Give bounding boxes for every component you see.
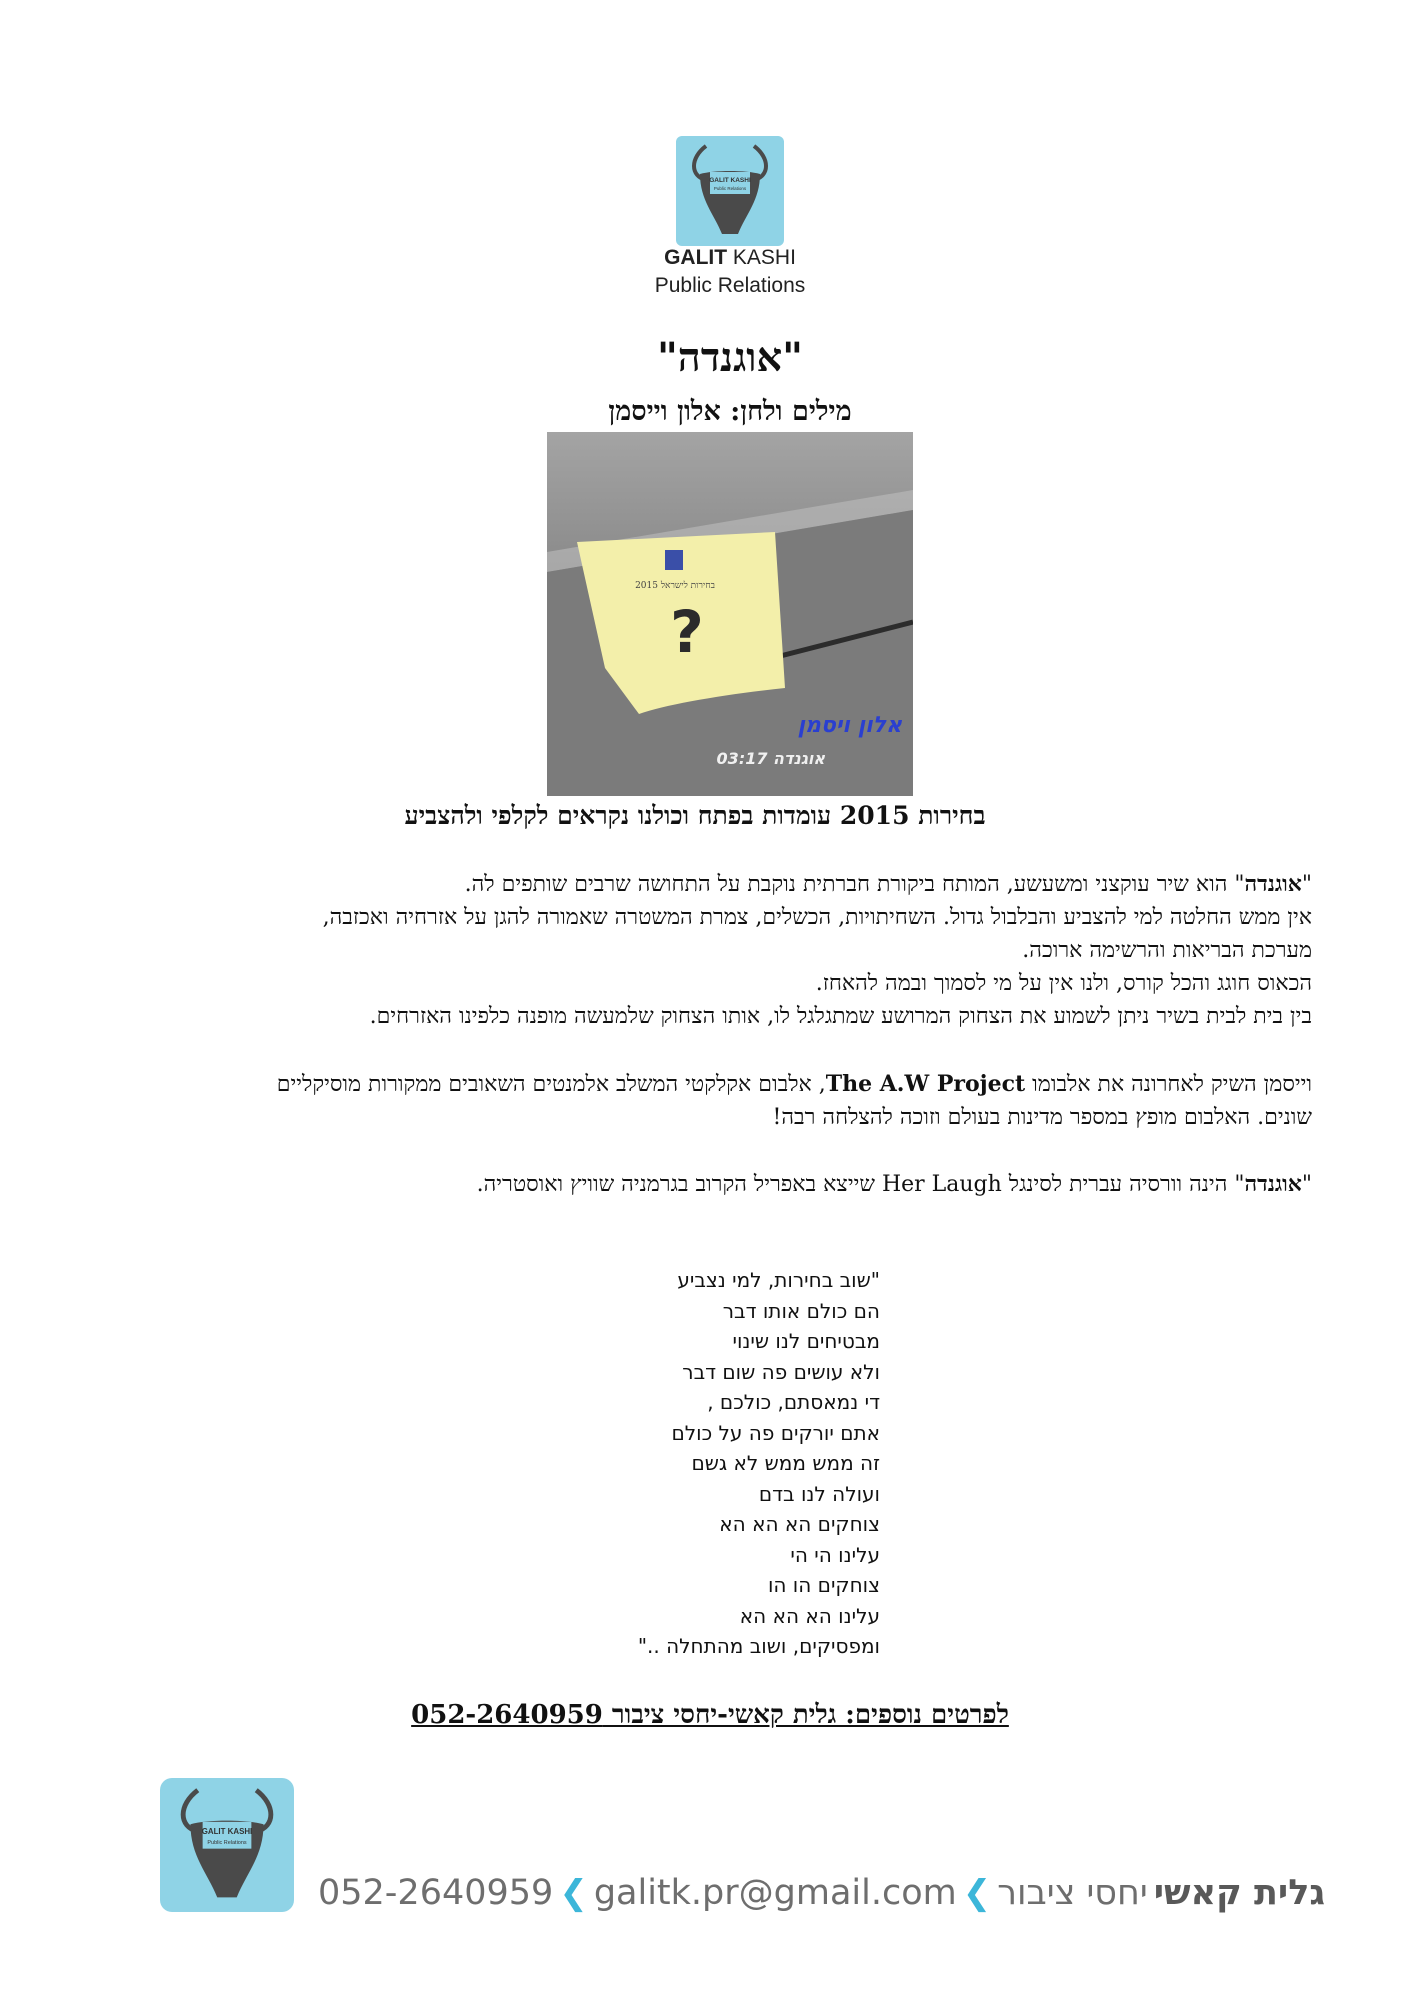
paragraph-line: מערכת הבריאות והרשימה ארוכה. <box>1022 938 1312 963</box>
emblem-icon <box>665 550 683 570</box>
chevron-left-icon: ❮ <box>559 1873 588 1913</box>
bull-head-icon <box>160 1778 294 1912</box>
chevron-left-icon: ❮ <box>962 1873 992 1913</box>
footer-phone: 052-2640959 <box>318 1873 554 1913</box>
contact-details: לפרטים נוספים: גלית קאשי-יחסי ציבור 052-2640959 <box>411 1700 1009 1730</box>
svg-text:GALIT KASHI: GALIT KASHI <box>709 177 751 184</box>
lyric-line: צוחקים הו הו <box>767 1573 880 1597</box>
lyric-line: אתם יורקים פה על כולם <box>671 1420 880 1445</box>
album-cover <box>547 432 913 796</box>
footer-name: גלית קאשי <box>1153 1873 1326 1913</box>
footer-email[interactable]: galitk.pr@gmail.com <box>593 1873 957 1913</box>
lyric-line: "שוב בחירות, למי נצביע <box>677 1268 880 1292</box>
paragraph-line: אין ממש החלטה למי להצביע והבלבול גדול. השחיתויות, הכשלים, צמרת המשטרה שאמורה להגן על אזרחיה ואכזבה, <box>322 905 1312 930</box>
svg-text:Public Relations: Public Relations <box>713 186 747 191</box>
lyric-line: די נמאסתם, כולכם , <box>707 1390 880 1414</box>
lyric-line: זה ממש ממש לא גשם <box>691 1451 880 1475</box>
brand-name: GALIT KASHI <box>664 246 796 269</box>
lyric-line: עלינו הי הי <box>790 1542 880 1567</box>
paragraph-line: וייסמן השיק לאחרונה את אלבומו The A.W Project, אלבום אקלקטי המשלב אלמנטים השאובים ממקורות מוסיקליים <box>276 1071 1312 1097</box>
svg-text:בחירות לישראל 2015: בחירות לישראל 2015 <box>635 581 715 591</box>
brand-subtitle: Public Relations <box>654 274 806 297</box>
paragraph-line: הכאוס חוגג והכל קורס, ולנו אין על מי לסמוך ובמה להאחז. <box>815 971 1312 996</box>
lyric-line: הם כולם אותו דבר <box>722 1298 880 1323</box>
footer-logo <box>160 1778 294 1912</box>
lyric-line: עלינו הא הא הא <box>739 1603 880 1628</box>
lyrics <box>560 1265 880 1662</box>
headline: בחירות 2015 עומדות בפתח וכולנו נקראים לקלפי ולהצביע <box>404 801 986 830</box>
svg-text:?: ? <box>670 598 704 666</box>
lyric-line: ולא עושים פה שום דבר <box>682 1359 880 1384</box>
paragraph-single <box>477 1168 1312 1201</box>
header-logo <box>676 136 784 246</box>
paragraph-intro <box>323 868 1312 1033</box>
paragraph-line: "אוגנדה" הינה וורסיה עברית לסינגל Her Laugh שייצא באפריל הקרוב בגרמניה שוויץ ואוסטריה. <box>476 1171 1312 1197</box>
svg-text:Public Relations: Public Relations <box>207 1839 247 1846</box>
paragraph-line: שונים. האלבום מופץ במספר מדינות בעולם וזוכה להצלחה רבה! <box>772 1105 1312 1130</box>
footer-service: יחסי ציבור <box>997 1873 1148 1913</box>
bull-head-icon <box>676 136 784 246</box>
song-credits: מילים ולחן: אלון וייסמן <box>608 396 852 427</box>
paragraph-line: בין בית לבית בשיר ניתן לשמוע את הצחוק המרושע שמתגלגל לו, אותו הצחוק שלמעשה מופנה כלפינו האזרחים. <box>369 1004 1312 1029</box>
cover-track: אוגנדה 03:17 <box>716 749 825 768</box>
footer-contact-line <box>318 1868 1326 1918</box>
lyric-line: ועולה לנו בדם <box>758 1481 880 1506</box>
paragraph-line: "אוגנדה" הוא שיר עוקצני ומשעשע, המותח ביקורת חברתית נוקבת על התחושה שרבים שותפים לה. <box>464 871 1312 897</box>
cover-artist: אלון ויסמן <box>797 713 902 738</box>
lyric-line: מבטיחים לנו שינוי <box>732 1329 880 1353</box>
svg-text:GALIT KASHI: GALIT KASHI <box>201 1827 253 1837</box>
lyric-line: צוחקים הא הא הא <box>719 1512 880 1536</box>
song-title: "אוגנדה" <box>656 334 804 381</box>
paragraph-album <box>277 1068 1312 1134</box>
lyric-line: ומפסיקים, ושוב מהתחלה .." <box>637 1634 880 1658</box>
